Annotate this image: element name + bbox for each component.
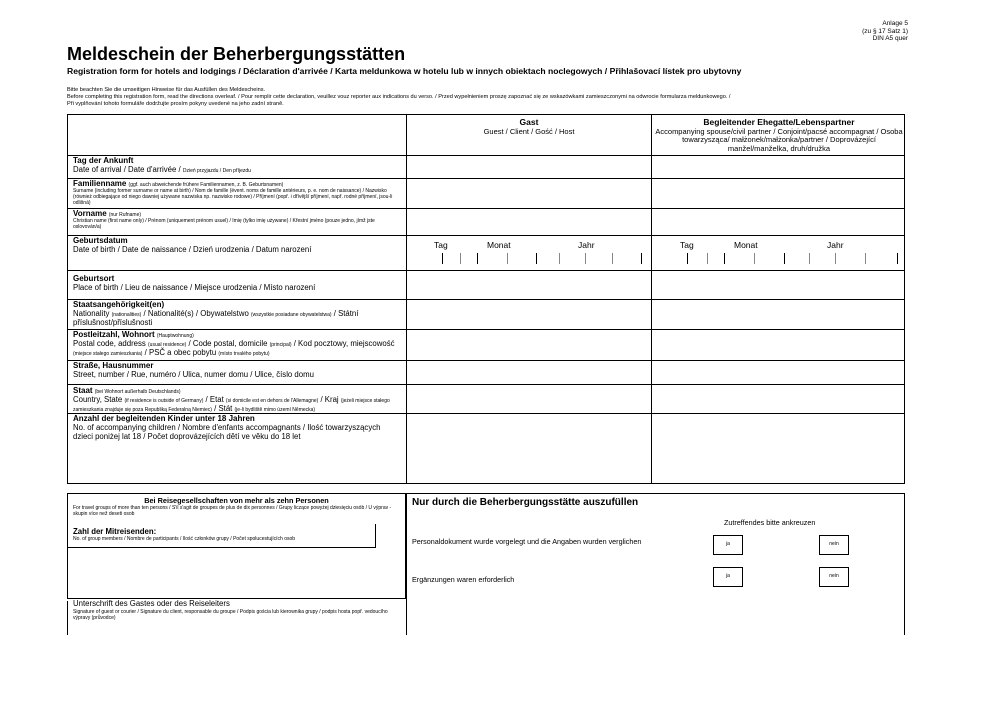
nationality-sub-a: Nationality: [73, 309, 110, 318]
members-count-field[interactable]: [380, 526, 402, 546]
postcode-sub-d: / PSČ a obec pobytu: [144, 348, 217, 357]
date-tick: [477, 253, 478, 264]
q2-no-checkbox[interactable]: [819, 567, 849, 587]
nationality-tiny-a: (nationalities): [111, 312, 142, 318]
postcode-sub-b: / Code postal, domicile: [188, 339, 268, 348]
firstname-tiny: Christian name (first name only) / Prénom (uniquement prénom usuel) / Imię (tylko imię używane) / Křestní jméno (pouze jedno, jímž jste oslovován/a): [73, 218, 375, 230]
country-sub-b: / Etat: [205, 395, 224, 404]
annex-line-2: (zu § 17 Satz 1): [862, 27, 908, 35]
spouse-column-header: [653, 118, 905, 153]
guest-birthdate-field[interactable]: [407, 236, 650, 270]
guest-postcode-field[interactable]: [407, 330, 650, 360]
nationality-tiny-b: (wszystkie posiadane obywatelstwa): [250, 312, 332, 318]
q1-no-label: nein: [829, 541, 839, 547]
group-title: Bei Reisegesellschaften von mehr als zehn Personen: [144, 496, 329, 505]
nationality-label: [73, 300, 398, 327]
spouse-street-field[interactable]: [653, 361, 903, 384]
intro-line-2: Before completing this registration form, read the directions overleaf. / Pour remplir cette declaration, veuillez vouz reporter aux indications du verso. / Przed wypełnieniem proszę zapoznać się ze wskazówkami zamieszczonymi na odwrocie formularza meldunkowego. /: [67, 94, 731, 100]
surname-tiny-2: Surname (including former surname or name at birth) / Nom de famille (évent. noms de famille antérieurs, p. e. nom de naissance) / Nazwisko (również odbiegające od niego dawniej używane nazwiska np. nazwisko rodowe) / Příjmení (popř. i dřívější příjmení, např. rodné příjmení, jsou-li odlišná): [73, 188, 393, 206]
street-sub: Street, number / Rue, numéro / Ulica, numer domu / Ulice, číslo domu: [73, 370, 314, 379]
postcode-title: Postleitzahl, Wohnort: [73, 330, 155, 339]
spouse-firstname-field[interactable]: [653, 209, 903, 235]
hotel-question-1: Personaldokument wurde vorgelegt und die Angaben wurden verglichen: [412, 537, 642, 546]
guest-street-field[interactable]: [407, 361, 650, 384]
date-tick: [809, 253, 810, 264]
spouse-surname-field[interactable]: [653, 179, 903, 208]
hotel-box: [406, 493, 905, 635]
annex-line-3: DIN A5 quer: [872, 35, 908, 42]
page-subtitle: Registration form for hotels and lodgings / Déclaration d'arrivée / Karta meldunkowa w hotelu lub w innych obiektach noclegowych / Přihlašovací lístek pro ubytovny: [67, 66, 742, 76]
arrival-title: Tag der Ankunft: [73, 156, 134, 165]
guest-children-field[interactable]: [407, 414, 650, 482]
spouse-month-label: Monat: [734, 240, 758, 250]
spouse-subtitle: Accompanying spouse/civil partner / Conjoint/pacsé accompagnat / Osoba towarzysząca/ małżonek/małżonka/partner / Doprovázející manžel/manželka, druh/družka: [655, 126, 903, 153]
q2-no-label: nein: [829, 573, 839, 579]
members-tiny: No. of group members / Nombre de participants / Ilość członków grupy / Počet spolucestujících osob: [73, 536, 296, 542]
q2-yes-checkbox[interactable]: [713, 567, 743, 587]
date-tick: [835, 253, 836, 264]
group-tiny: For travel groups of more than ten persons / S'il s'agit de groupes de plus de dix personnes / Grupy liczące powyżej dziesięciu osób / U výprav - skupin více než deseti osob: [73, 505, 392, 517]
country-sub-d: / Stát: [214, 404, 233, 413]
postcode-sub-c: / Kod pocztowy, miejscowość: [293, 339, 395, 348]
q1-yes-label: ja: [726, 541, 730, 547]
hotel-title: Nur durch die Beherbergungsstätte auszufüllen: [412, 497, 639, 508]
signature-tiny: Signature of guest or courier / Signature du client, responsable du groupe / Podpis gościa lub kierownika grupy / podpis hosta popř. vedoucího výpravy (průvodce): [73, 609, 388, 621]
birthdate-title: Geburtsdatum: [73, 236, 128, 245]
spouse-birthdate-field[interactable]: [653, 236, 903, 270]
surname-tiny-1: (ggf. auch abweichende frühere Familiennamen, z. B. Geburtsnamen): [128, 182, 284, 188]
date-tick: [754, 253, 755, 264]
spouse-arrival-field[interactable]: [653, 156, 903, 178]
guest-column-header: [407, 118, 651, 136]
members-title: Zahl der Mitreisenden:: [73, 527, 157, 536]
country-title-tiny: (bei Wohnort außerhalb Deutschlands): [94, 389, 181, 395]
date-tick: [687, 253, 688, 264]
guest-day-label: Tag: [434, 240, 448, 250]
guest-title: Gast: [519, 117, 539, 127]
guest-nationality-field[interactable]: [407, 300, 650, 329]
arrival-sub: Date of arrival / Date d'arrivée /: [73, 165, 181, 174]
date-tick: [865, 253, 866, 264]
guest-firstname-field[interactable]: [407, 209, 650, 235]
date-tick: [507, 253, 508, 264]
postcode-label: [73, 330, 398, 357]
spouse-country-field[interactable]: [653, 385, 903, 413]
spouse-year-label: Jahr: [827, 240, 844, 250]
country-tiny-c: (jeżeli miejsce stałego zamieszkania znajduje się poza Republiką Federalną Niemiec): [73, 398, 390, 413]
children-label: [73, 414, 398, 441]
postcode-tiny-c: (miejsce stałego zamieszkania): [73, 351, 143, 357]
arrival-tiny: Dzień przyjazdu / Den příjezdu: [182, 168, 251, 174]
spouse-title: Begleitender Ehegatte/Lebenspartner: [703, 117, 855, 127]
intro-line-1: Bitte beachten Sie die umseitigen Hinweise für das Ausfüllen des Meldescheins.: [67, 87, 266, 93]
q1-yes-checkbox[interactable]: [713, 535, 743, 555]
members-divider: [375, 524, 376, 547]
hotel-hint: Zutreffendes bitte ankreuzen: [724, 518, 816, 527]
annex-line-1: Anlage 5: [882, 20, 908, 27]
children-sub: No. of accompanying children / Nombre d'enfants accompagnants / Ilość towarzyszących dzieci poniżej lat 18 / Počet doprovázejících dětí ve věku do 18 let: [73, 423, 381, 441]
guest-birthplace-field[interactable]: [407, 271, 650, 299]
birthplace-label: [73, 274, 398, 292]
date-tick: [585, 253, 586, 264]
signature-title: Unterschrift des Gastes oder des Reiseleiters: [73, 599, 230, 608]
birthplace-sub: Place of birth / Lieu de naissance / Miejsce urodzenia / Místo narození: [73, 283, 316, 292]
spouse-birthplace-field[interactable]: [653, 271, 903, 299]
arrival-label: [73, 156, 398, 174]
page-title: Meldeschein der Beherbergungsstätten: [67, 44, 406, 64]
country-label: [73, 386, 398, 413]
postcode-tiny-d: (místo trvalého pobytu): [218, 351, 270, 357]
postcode-sub-a: Postal code, address: [73, 339, 146, 348]
date-tick: [559, 253, 560, 264]
nationality-sub-b: / Nationalité(s) / Obywatelstwo: [143, 309, 249, 318]
date-tick: [612, 253, 613, 264]
intro-text: [67, 87, 917, 108]
spouse-children-field[interactable]: [653, 414, 903, 482]
country-sub-a: Country, State: [73, 395, 123, 404]
country-tiny-b: (si domicile est en dehors de l'Allemagne): [225, 398, 319, 404]
firstname-title: Vorname: [73, 209, 107, 218]
guest-country-field[interactable]: [407, 385, 650, 413]
birthdate-sub: Date of birth / Date de naissance / Dzień urodzenia / Datum narození: [73, 245, 312, 254]
street-title: Straße, Hausnummer: [73, 361, 154, 370]
date-tick: [460, 253, 461, 264]
date-tick: [724, 253, 725, 264]
children-title: Anzahl der begleitenden Kinder unter 18 Jahren: [73, 414, 255, 423]
guest-arrival-field[interactable]: [407, 156, 650, 178]
guest-year-label: Jahr: [578, 240, 595, 250]
street-label: [73, 361, 398, 379]
postcode-tiny-a: (usual residence): [148, 342, 187, 348]
spouse-postcode-field[interactable]: [653, 330, 903, 360]
firstname-label: [73, 209, 398, 230]
nationality-title: Staatsangehörigkeit(en): [73, 300, 165, 309]
members-underline: [68, 547, 376, 548]
date-tick: [897, 253, 898, 264]
country-title: Staat: [73, 386, 93, 395]
postcode-tiny-b: (principal): [269, 342, 292, 348]
country-tiny-a: (if residence is outside of Germany): [124, 398, 204, 404]
bottom-section: [67, 493, 905, 635]
country-sub-c: / Kraj: [320, 395, 339, 404]
signature-area[interactable]: [67, 601, 406, 635]
date-tick: [707, 253, 708, 264]
postcode-title-tiny: (Hauptwohnung): [156, 333, 194, 339]
birthdate-label: [73, 236, 398, 254]
guest-subtitle: Guest / Client / Gość / Host: [483, 126, 575, 136]
date-tick: [641, 253, 642, 264]
q1-no-checkbox[interactable]: [819, 535, 849, 555]
guest-surname-field[interactable]: [407, 179, 650, 208]
annex-note: [862, 20, 908, 43]
guest-month-label: Monat: [487, 240, 511, 250]
group-box: [67, 493, 406, 599]
date-tick: [536, 253, 537, 264]
hotel-question-2: Ergänzungen waren erforderlich: [412, 575, 515, 584]
q2-yes-label: ja: [726, 573, 730, 579]
nationality-sub-c: / Státní příslušnost/příslušnosti: [73, 309, 359, 327]
country-tiny-d: (je-li bydliště mimo území Německa): [234, 407, 316, 413]
surname-label: [73, 179, 398, 206]
spouse-nationality-field[interactable]: [653, 300, 903, 329]
surname-title: Familienname: [73, 179, 127, 188]
date-tick: [784, 253, 785, 264]
spouse-day-label: Tag: [680, 240, 694, 250]
intro-line-3: Při vyplňování tohoto formuláře dodržujte prosím pokyny uvedené na jeho zadní straně.: [67, 101, 284, 107]
date-tick: [442, 253, 443, 264]
birthplace-title: Geburtsort: [73, 274, 115, 283]
registration-table: [67, 114, 905, 484]
firstname-title-tiny: (nur Rufname): [108, 212, 142, 218]
